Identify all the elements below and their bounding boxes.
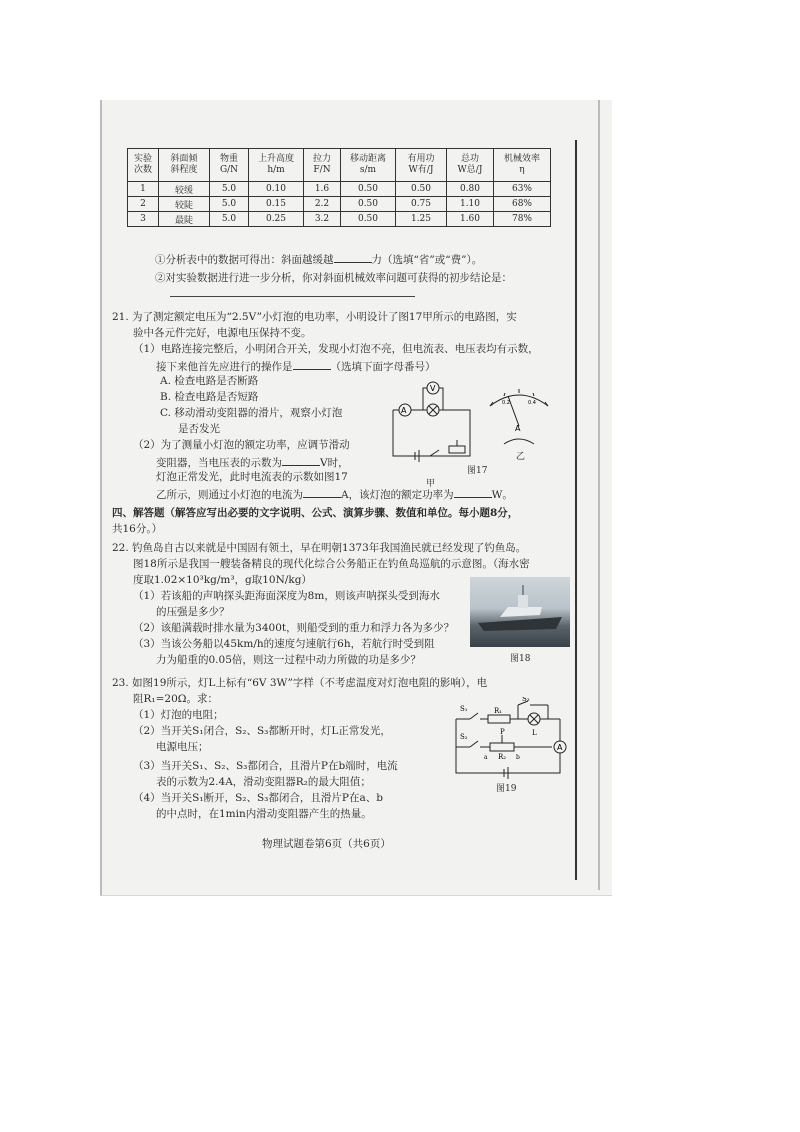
svg-text:S₂: S₂ [460,733,468,741]
experiment-table [127,148,551,227]
table-cell: 1.10 [447,197,494,212]
svg-text:S₃: S₃ [522,697,530,703]
table-header-cell: 总功 W总/J [447,149,494,182]
q21-text: A，该灯泡的额定功率为 [341,489,454,501]
q22-p3b: 力为船重的0.05倍，则这一过程中动力所做的功是多少？ [156,654,421,666]
svg-text:A: A [401,406,407,415]
table-cell: 68% [494,197,551,212]
svg-text:S₁: S₁ [460,705,468,713]
table-header-cell: 移动距离 s/m [341,149,396,182]
q23-line1: 23. 如图19所示，灯L上标有“6V 3W”字样（不考虑温度对灯泡电阻的影响），电 [112,677,488,689]
q21-p2c: 灯泡正常发光，此时电流表的示数如图17 [156,471,348,483]
page-edge-line [598,100,600,890]
svg-text:A: A [515,424,521,433]
svg-text:0.2: 0.2 [502,400,510,406]
table-cell: 最陡 [159,212,210,227]
q21-line1: 21. 为了测定额定电压为“2.5V”小灯泡的电功率，小明设计了图17甲所示的电路图，实 [112,311,517,323]
q23-p3a: （3）当开关S₁、S₂、S₃都闭合，且滑片P在b端时，电流 [133,760,398,772]
table-cell: 0.25 [249,212,304,227]
table-cell: 1.25 [396,212,447,227]
table-cell: 1.6 [304,182,341,197]
answer-blank[interactable] [454,487,492,498]
table-cell: 0.75 [396,197,447,212]
table-header-cell: 斜面倾 斜程度 [159,149,210,182]
table-row [128,212,551,227]
q20-text: ①分析表中的数据可得出：斜面越缓越 [155,254,334,266]
q22-line2: 图18所示是我国一艘装备精良的现代化综合公务船正在钓鱼岛巡航的示意图。（海水密 [133,558,530,570]
answer-blank[interactable] [293,359,331,370]
q20-line2: ②对实验数据进行进一步分析，你对斜面机械效率问题可获得的初步结论是： [155,272,512,284]
q21-p2b [156,455,349,470]
ship-illustration [470,577,570,647]
svg-text:L: L [532,729,537,737]
q23-p2b: 电源电压； [156,741,209,753]
figure-yi-label: 乙 [516,452,526,462]
table-cell: 2 [128,197,159,212]
table-cell: 0.50 [341,197,396,212]
table-cell: 0.15 [249,197,304,212]
margin-rule [575,140,577,880]
q21-text: 乙所示，则通过小灯泡的电流为 [156,489,303,501]
table-cell: 0.50 [341,182,396,197]
circuit-diagram-jia [385,378,480,468]
q21-text: 变阻器，当电压表的示数为 [156,457,282,469]
q21-p2a: （2）为了测量小灯泡的额定功率，应调节滑动 [133,439,350,451]
table-header-cell: 有用功 W有/J [396,149,447,182]
q21-text: （选填下面字母番号） [330,361,436,373]
q22-p2: （2）该船满载时排水量为3400t，则船受到的重力和浮力各为多少？ [133,622,455,634]
q23-p3b: 表的示数为2.4A，滑动变阻器R₂的最大阻值； [156,776,371,788]
table-cell: 5.0 [210,197,249,212]
q22-p3a: （3）当该公务船以45km/h的速度匀速航行6h，若航行时受到阻 [133,638,435,650]
figure17-caption: 图17 [467,466,488,476]
svg-text:V: V [430,384,436,393]
answer-blank[interactable] [334,252,372,263]
table-cell: 78% [494,212,551,227]
svg-text:a: a [484,754,488,761]
section-4-heading-cont: 共16分。） [112,523,163,535]
table-cell: 3.2 [304,212,341,227]
q22-p1b: 的压强是多少？ [156,606,230,618]
ship-photo [470,577,570,647]
table-header-cell: 实验 次数 [128,149,159,182]
table-cell: 1.60 [447,212,494,227]
table-cell: 1 [128,182,159,197]
q20-text: 力（选填“省”或“费”）。 [371,254,483,266]
answer-blank[interactable] [282,455,320,466]
svg-text:R₂: R₂ [498,753,507,761]
table-cell: 63% [494,182,551,197]
table-header-cell: 上升高度 h/m [249,149,304,182]
table-cell: 3 [128,212,159,227]
svg-text:R₁: R₁ [494,707,503,715]
section-4-heading: 四、解答题（解答应写出必要的文字说明、公式、演算步骤、数值和单位。每小题8分， [112,507,519,519]
q21-p1a: （1）电路连接完整后，小明闭合开关，发现小灯泡不亮，但电流表、电压表均有示数， [133,343,539,355]
answer-blank[interactable] [170,296,415,297]
q23-p4b: 的中点时，在1min内滑动变阻器产生的热量。 [156,808,372,820]
table-cell: 0.10 [249,182,304,197]
q21-p1b [156,359,436,374]
q21-text: W。 [491,489,513,501]
table-header-row [128,149,551,182]
q20-line1 [155,252,482,267]
q21-line2: 验中各元件完好，电源电压保持不变。 [133,327,312,339]
q22-p1a: （1）若该船的声呐探头距海面深度为8m，则该声呐探头受到海水 [133,590,440,602]
figure19-caption: 图19 [496,784,517,794]
answer-blank[interactable] [303,487,341,498]
circuit-diagram-fig19 [448,697,573,782]
table-header-cell: 拉力 F/N [304,149,341,182]
table-cell: 较陡 [159,197,210,212]
table-cell: 较缓 [159,182,210,197]
page-footer: 物理试题卷第6页（共6页） [262,838,391,850]
table-cell: 2.2 [304,197,341,212]
q23-p1: （1）灯泡的电阻； [133,709,224,721]
svg-text:A: A [557,743,563,752]
q23-line2: 阻R₁=20Ω。求： [133,693,218,705]
q23-p2a: （2）当开关S₁闭合，S₂、S₃都断开时，灯L正常发光， [133,725,391,737]
svg-text:P: P [500,728,505,736]
table-row [128,182,551,197]
svg-text:b: b [516,754,520,761]
q22-line3: 度取1.02×10³kg/m³，g取10N/kg） [133,574,312,586]
table-cell: 5.0 [210,212,249,227]
ammeter-diagram-yi [484,384,554,454]
q21-text: V时， [320,457,349,469]
table-cell: 5.0 [210,182,249,197]
svg-text:0.4: 0.4 [528,400,536,406]
table-cell: 0.50 [341,212,396,227]
figure-jia-label: 甲 [426,479,436,489]
figure18-caption: 图18 [510,654,531,664]
table-cell: 0.50 [396,182,447,197]
q21-option-a: A. 检查电路是否断路 [160,375,259,387]
q21-option-c-cont: 是否发光 [178,423,220,435]
table-header-cell: 物重 G/N [210,149,249,182]
q21-p2d [156,487,513,502]
q21-option-b: B. 检查电路是否短路 [160,391,259,403]
table-row [128,197,551,212]
table-cell: 0.80 [447,182,494,197]
q22-line1: 22. 钓鱼岛自古以来就是中国固有领土，早在明朝1373年我国渔民就已经发现了钓鱼岛。 [112,542,527,554]
q21-text: 接下来他首先应进行的操作是 [156,361,293,373]
q23-p4a: （4）当开关S₁断开，S₂、S₃都闭合，且滑片P在a、b [133,792,383,804]
q21-option-c: C. 移动滑动变阻器的滑片，观察小灯泡 [160,407,343,419]
table-header-cell: 机械效率 η [494,149,551,182]
